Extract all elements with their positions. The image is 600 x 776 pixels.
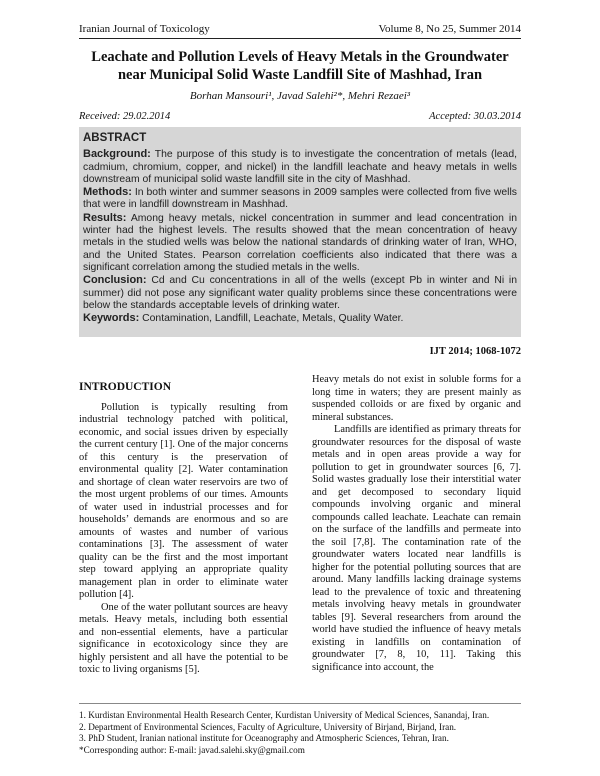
background-text: The purpose of this study is to investigate the concentration of metals (lead, cadmium, chromium, copper, and nickel) in the landfill leachate and heavy metals in wells downstream of municipal solid waste landfill site in the city of Mashhad. bbox=[83, 149, 517, 185]
keywords-text: Contamination, Landfill, Leachate, Metals, Quality Water. bbox=[139, 313, 404, 325]
footnotes bbox=[79, 710, 521, 756]
intro-paragraph-4: Landfills are identified as primary threats for groundwater resources for the disposal of waste metals and in open areas provide a way for pollution to get in groundwater sources [6, 7]. Solid wastes gradually lose their interstitial water and get decomposed to secondary liquid compounds involving organic and mineral compounds called leachate. Leachate can remain on the surface of the landfills and permeate into the soil [7,8]. The contamination rate of the groundwater waters located near landfills is higher for the potential polluting sources that are around. Many landfills lacking drainage systems lead to the prevalence of toxic and threatening metals involving heavy metals in groundwater tables [9]. Several researchers from around the world have studied the influence of heavy metals existing in landfills on contamination of groundwater [7, 8, 10, 11]. Taking this significance into account, the bbox=[312, 424, 521, 673]
footnote-2: 2. Department of Environmental Sciences, Faculty of Agriculture, University of Birjand, Birjand, Iran. bbox=[79, 721, 457, 732]
citation-line: IJT 2014; 1068-1072 bbox=[429, 346, 521, 357]
author-list: Borhan Mansouri¹, Javad Salehi²*, Mehri Rezaei³ bbox=[189, 90, 411, 102]
keywords-label: Keywords: bbox=[83, 312, 140, 325]
footnote-3: 3. PhD Student, Iranian national institute for Oceanography and Atmospheric Sciences, Tehran, Iran. bbox=[79, 733, 449, 743]
abstract-background bbox=[83, 148, 517, 186]
accepted-date: Accepted: 30.03.2014 bbox=[429, 111, 521, 122]
footnote-rule bbox=[79, 703, 521, 704]
abstract-heading: ABSTRACT bbox=[83, 132, 147, 144]
volume-info: Volume 8, No 25, Summer 2014 bbox=[378, 23, 521, 35]
abstract-methods bbox=[83, 186, 517, 212]
conclusion-label: Conclusion: bbox=[83, 274, 147, 287]
conclusion-text: Cd and Cu concentrations in all of the wells (except Pb in winter and Ni in summer) did not pose any significant water quality problems since these concentrations were below the standards acceptable levels of drinking water. bbox=[83, 275, 517, 311]
intro-paragraph-1: Pollution is typically resulting from industrial technology patched with political, economic, and social issues driven by especially the current century [1]. One of the major concerns of this century is the preservation of environmental quality [2]. Water contamination and shortage of clean water reservoirs are two of the most urgent problems of our times. Amounts of water used in industrial processes and for households’ demands are enormous and so are amounts of wastes and number of various contaminations [3]. The assessment of water quality can be the first and the most important step toward applying an appropriate quality management plan in order to eliminate water pollution [4]. bbox=[79, 401, 288, 600]
abstract-box bbox=[79, 127, 521, 337]
right-column bbox=[312, 374, 521, 674]
abstract-keywords bbox=[83, 312, 517, 325]
header-rule bbox=[79, 38, 521, 39]
abstract-conclusion bbox=[83, 274, 517, 312]
results-label: Results: bbox=[83, 211, 127, 224]
received-date: Received: 29.02.2014 bbox=[79, 111, 171, 122]
intro-paragraph-3: Heavy metals do not exist in soluble forms for a long time in waters; they are present mainly as suspended colloids or are fixed by organic and mineral substances. bbox=[312, 374, 521, 423]
methods-label: Methods: bbox=[83, 186, 132, 199]
article-title bbox=[79, 48, 521, 84]
footnote-corresponding: *Corresponding author: E-mail: javad.salehi.sky@gmail.com bbox=[79, 744, 305, 755]
methods-text: In both winter and summer seasons in 2009 samples were collected from five wells that were in landfill downstream in Mashhad. bbox=[83, 187, 517, 211]
journal-name: Iranian Journal of Toxicology bbox=[79, 23, 210, 35]
background-label: Background: bbox=[83, 148, 151, 161]
footnote-1: 1. Kurdistan Environmental Health Research Center, Kurdistan University of Medical Sciences, Sanandaj, Iran. bbox=[79, 710, 490, 720]
title-line-2: near Municipal Solid Waste Landfill Site of Mashhad, Iran bbox=[117, 67, 483, 83]
results-text: Among heavy metals, nickel concentration in summer and lead concentration in winter had the highest levels. The results showed that the mean concentration of heavy metals in the studied wells was below the national standards of drinking water of Iran, WHO, and the United States. Pearson correlation coefficients also indicated that there was a significant correlation among the studied metals in the wells. bbox=[83, 212, 517, 273]
introduction-heading: INTRODUCTION bbox=[79, 381, 172, 393]
abstract-results bbox=[83, 212, 517, 274]
title-line-1: Leachate and Pollution Levels of Heavy Metals in the Groundwater bbox=[91, 49, 509, 65]
intro-paragraph-2: One of the water pollutant sources are heavy metals. Heavy metals, including both essential and non-essential elements, have a particular significance in ecotoxicology since they are highly persistent and all have the potential to be toxic to living organisms [5]. bbox=[79, 601, 288, 675]
left-column bbox=[79, 381, 288, 677]
